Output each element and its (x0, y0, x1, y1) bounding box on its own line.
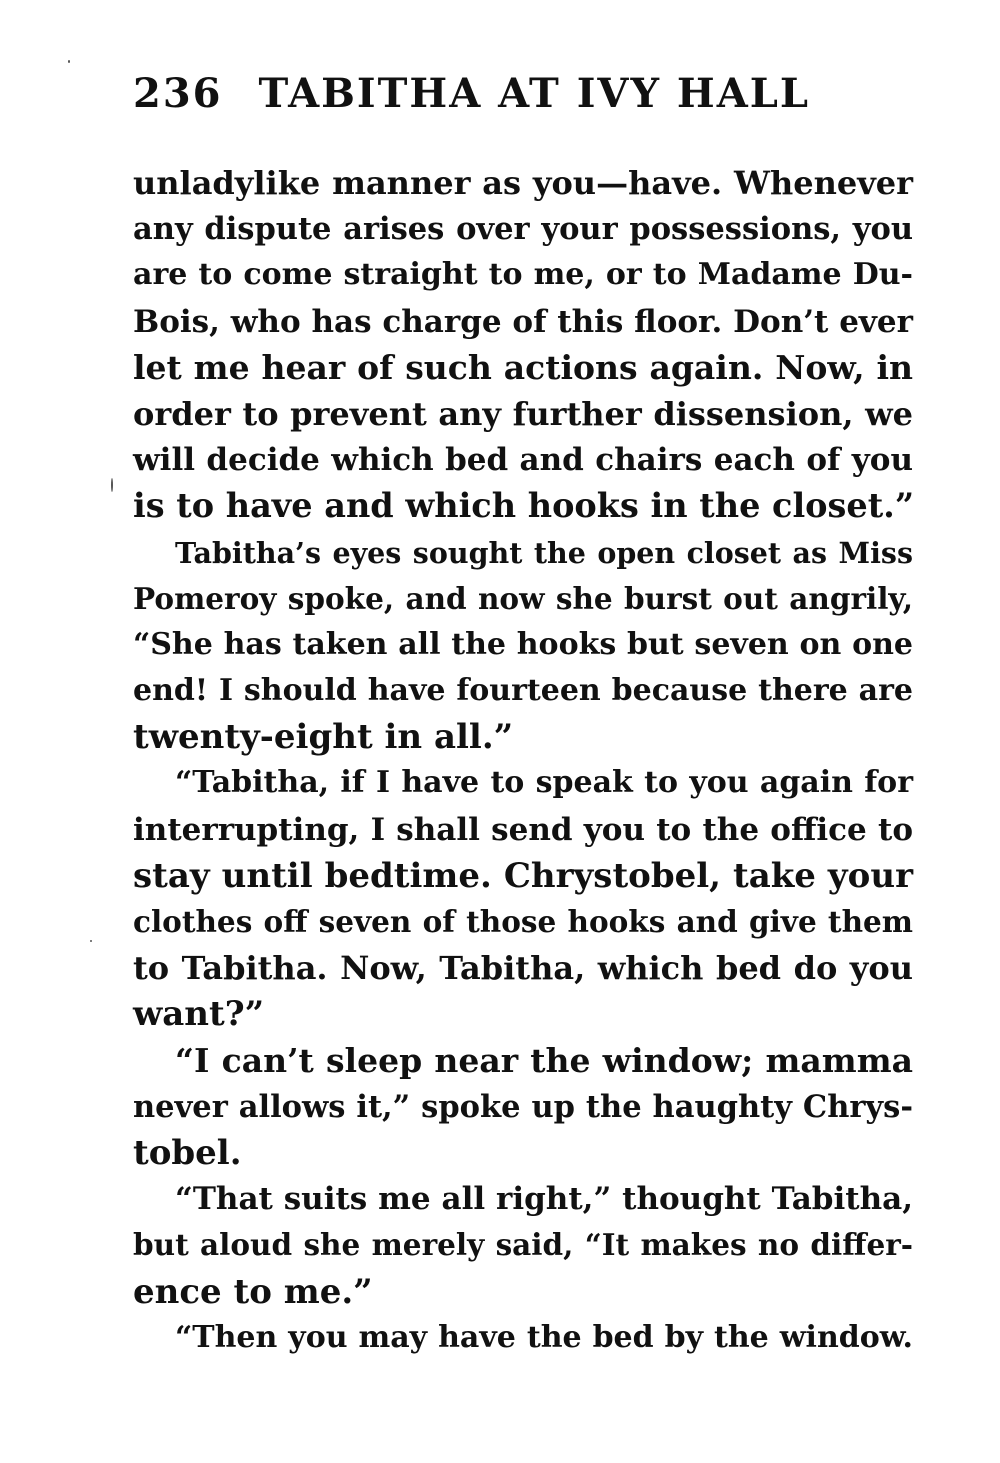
text-line: ence to me.” (133, 1271, 373, 1312)
text-line: let me hear of such actions again. Now, in (133, 347, 913, 387)
text-line: but aloud she merely said, “It makes no differ- (133, 1227, 913, 1263)
scan-speck (90, 940, 92, 942)
body-text (133, 160, 913, 1361)
text-line: clothes off seven of those hooks and give them (133, 904, 913, 939)
text-line: Pomeroy spoke, and now she burst out angrily, (133, 580, 913, 616)
scan-speck (111, 478, 113, 492)
text-line: tobel. (133, 1132, 242, 1173)
text-line: Tabitha’s eyes sought the open closet as Miss (175, 535, 913, 570)
text-line: stay until bedtime. Chrystobel, take your (133, 855, 913, 896)
running-head (133, 70, 813, 120)
text-line: is to have and which hooks in the closet.” (133, 486, 915, 526)
page-number: 236 (133, 70, 223, 117)
scan-speck (68, 60, 70, 63)
text-line: order to prevent any further dissension, we (133, 394, 913, 433)
text-line: are to come straight to me, or to Madame Du- (133, 257, 913, 293)
text-line: “I can’t sleep near the window; mamma (175, 1040, 913, 1080)
text-line: never allows it,” spoke up the haughty Chrys- (133, 1088, 913, 1125)
text-line: Bois, who has charge of this floor. Don’t ever (133, 303, 913, 340)
text-line: end! I should have fourteen because there are (133, 673, 913, 709)
text-line: will decide which bed and chairs each of you (133, 442, 913, 479)
text-line: twenty-eight in all.” (133, 717, 514, 758)
text-line: “Tabitha, if I have to speak to you again for (175, 765, 913, 801)
text-line: “That suits me all right,” thought Tabitha, (175, 1181, 913, 1218)
text-line: “She has taken all the hooks but seven on one (133, 626, 913, 662)
text-line: interrupting, I shall send you to the office to (133, 811, 913, 848)
text-line: to Tabitha. Now, Tabitha, which bed do you (133, 949, 913, 988)
text-line: “Then you may have the bed by the window. (175, 1319, 913, 1355)
text-line: unladylike manner as you—have. Whenever (133, 164, 913, 202)
text-line: want?” (133, 994, 265, 1035)
text-line: any dispute arises over your possessions, you (133, 211, 913, 248)
running-title: TABITHA AT IVY HALL (258, 70, 810, 117)
